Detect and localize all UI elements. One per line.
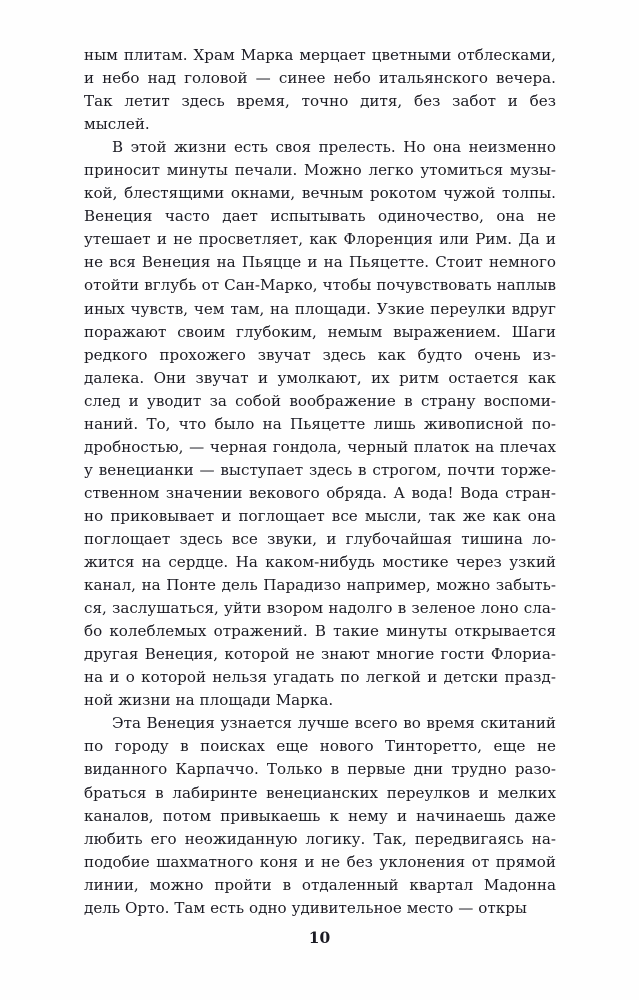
paragraph-2: В этой жизни есть своя прелесть. Но она неизменно приносит минуты печали. Можно легко утомиться музыкой, блестящими окнами, вечным рокотом чужой толпы. Венеция часто дает испытывать одиночество, она не утешает и не просветляет, как Флоренция или Рим. Да и не вся Венеция на Пьяцце и на Пьяцетте. Стоит немного отойти вглубь от Сан-Марко, чтобы почувствовать наплыв иных чувств, чем там, на площади. Узкие переулки вдруг поражают своим глубоким, немым выражением. Шаги редкого прохожего звучат здесь как будто очень издалека. Они звучат и умолкают, их ритм остается как след и уводит за собой воображение в страну воспоминаний. То, что было на Пьяцетте лишь живописной подробностью, — черная гондола, черный платок на плечах у венецианки — выступает здесь в строгом, почти торжественном значении векового обряда. А вода! Вода странно приковывает и поглощает все мысли, так же как она поглощает здесь все звуки, и глубочайшая тишина ложится на сердце. На каком-нибудь мостике через узкий канал, на Понте дель Парадизо например, можно забыться, заслушаться, уйти взором надолго в зеленое лоно слабо колеблемых отражений. В такие минуты открывается другая Венеция, которой не знают многие гости Флориана и о которой нельзя угадать по легкой и детски праздной жизни на площади Марка. [84,138,556,710]
paragraph-3: Эта Венеция узнается лучше всего во время скитаний по городу в поисках еще нового Тинторетто, еще не виданного Карпаччо. Только в первые дни трудно разобраться в лабиринте венецианских переулков и мелких каналов, потом привыкаешь к нему и начинаешь даже любить его неожиданную логику. Так, передвигаясь наподобие шахматного коня и не без уклонения от прямой линии, можно пройти в отдаленный квартал Мадонна дель Орто. Там есть одно удивительное место — откры [84,714,556,917]
page-number: 10 [308,929,331,947]
page-text-block [84,44,556,920]
paragraph-1: ным плитам. Храм Марка мерцает цветными отблесками, и небо над головой — синее небо итальянского вечера. Так летит здесь время, точно дитя, без забот и без мыслей. [84,46,556,134]
